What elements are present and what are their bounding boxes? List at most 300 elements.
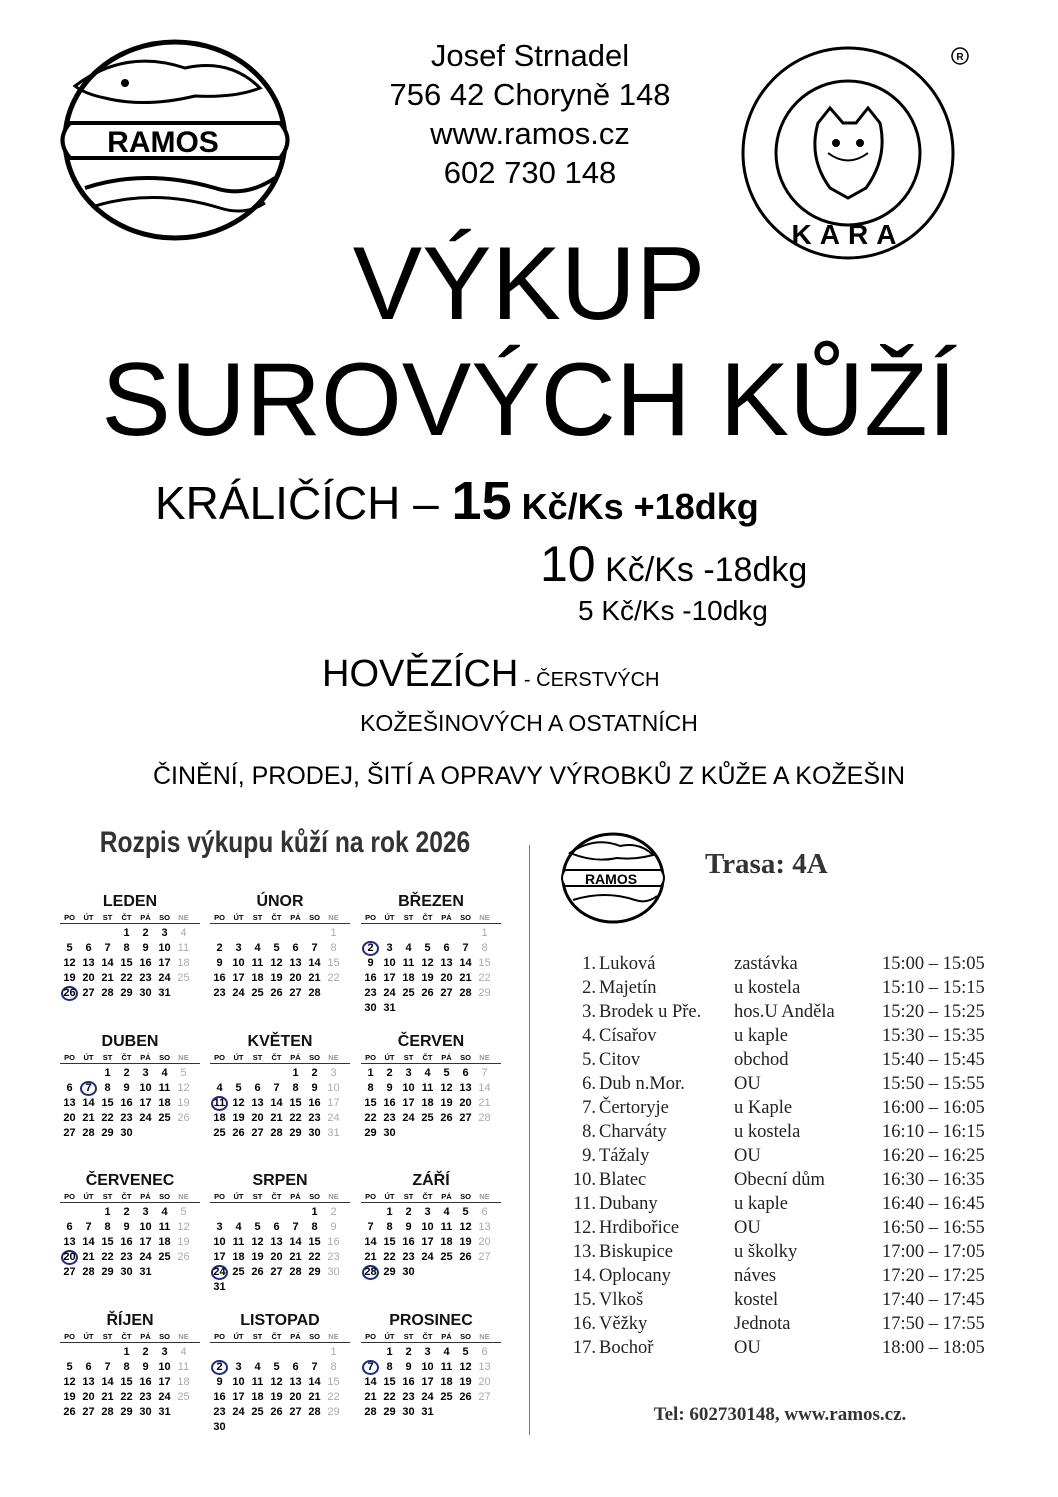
- weekday-label: ÚT: [233, 1332, 244, 1341]
- calendar-day: 9: [216, 1376, 223, 1388]
- calendar-month-name: ŘÍJEN: [106, 1312, 154, 1329]
- calendar-day: 29: [101, 1127, 114, 1139]
- calendar-day: 16: [327, 1236, 340, 1248]
- calendar-day: 15: [383, 1376, 396, 1388]
- calendar-day: 23: [139, 972, 152, 984]
- calendar-days: [361, 1345, 501, 1420]
- route-stop-place: Dubany: [599, 1194, 658, 1214]
- calendar-day: 9: [123, 1221, 130, 1233]
- calendar-day: 26: [459, 1251, 472, 1263]
- calendar-empty: [418, 926, 437, 941]
- calendar-day: 26: [251, 1266, 264, 1278]
- calendar-day: 8: [292, 1082, 299, 1094]
- weekday-label: NE: [479, 1332, 490, 1341]
- calendar-day: 4: [405, 942, 412, 954]
- calendar-day: 6: [85, 1361, 92, 1373]
- calendar-day: 30: [120, 1127, 133, 1139]
- calendar-day: 7: [462, 942, 469, 954]
- calendar-day: 2: [405, 1346, 412, 1358]
- price-rabbit-value: 15: [451, 471, 512, 531]
- calendar-weekday-header: [60, 1331, 200, 1343]
- weekday-label: PO: [365, 913, 376, 922]
- weekday-label: ÚT: [384, 1332, 395, 1341]
- weekday-label: NE: [178, 913, 189, 922]
- weekday-label: PO: [64, 1192, 75, 1201]
- price-medium-unit: Kč/Ks -18dkg: [595, 551, 808, 589]
- calendar-day: 30: [308, 1127, 321, 1139]
- route-stop-number: 16.: [572, 1314, 596, 1334]
- calendar-weekday-header: [60, 1191, 200, 1203]
- calendar-day: 7: [367, 1221, 374, 1233]
- calendar-day: 25: [251, 987, 264, 999]
- calendar-day: 10: [139, 1221, 152, 1233]
- calendar-empty: [79, 1066, 98, 1081]
- calendar-day: 15: [364, 1097, 377, 1109]
- calendar-day: 22: [327, 972, 340, 984]
- calendar-day: 4: [254, 942, 261, 954]
- calendar-day: 11: [440, 1361, 453, 1373]
- calendar-day: 13: [270, 1236, 283, 1248]
- weekday-label: PO: [365, 1192, 376, 1201]
- weekday-label: SO: [159, 1053, 170, 1062]
- calendar-day: 30: [402, 1406, 415, 1418]
- calendar-day: 6: [292, 942, 299, 954]
- calendar-empty: [210, 1345, 229, 1360]
- calendar-day: 4: [424, 1067, 431, 1079]
- price-rabbit-label: KRÁLIČÍCH –: [155, 477, 452, 529]
- weekday-label: PO: [365, 1053, 376, 1062]
- calendar-day: 28: [308, 987, 321, 999]
- calendar-day: 13: [478, 1221, 491, 1233]
- calendar-day: 29: [383, 1406, 396, 1418]
- calendar-day-purchase: 7: [362, 1360, 379, 1375]
- route-stop-place: Bochoř: [599, 1338, 654, 1358]
- calendar-days: [210, 1066, 350, 1141]
- calendar-day: 1: [123, 1346, 130, 1358]
- weekday-label: NE: [328, 1332, 339, 1341]
- calendar-day: 7: [104, 942, 111, 954]
- calendar-day: 4: [216, 1082, 223, 1094]
- weekday-label: NE: [479, 913, 490, 922]
- service-cattle-label: HOVĚZÍCH: [322, 653, 519, 695]
- route-stop-location: u školky: [734, 1242, 798, 1262]
- calendar-day: 12: [63, 957, 76, 969]
- calendar-day: 17: [139, 1097, 152, 1109]
- calendar-month: [361, 1172, 501, 1280]
- calendar-day: 15: [120, 957, 133, 969]
- calendar-day: 29: [120, 987, 133, 999]
- route-stop-location: obchod: [734, 1050, 789, 1070]
- calendar-day: 12: [270, 957, 283, 969]
- calendar-day: 31: [213, 1281, 226, 1293]
- calendar-month: [210, 1312, 350, 1435]
- route-stop-time: 15:20 – 15:25: [882, 1002, 985, 1022]
- weekday-label: ST: [403, 1332, 414, 1341]
- calendar-day: 18: [177, 1376, 190, 1388]
- calendar-day: 27: [63, 1127, 76, 1139]
- calendar-day: 25: [232, 1266, 245, 1278]
- ramos-logo: [45, 28, 310, 253]
- weekday-label: ÚT: [83, 1192, 94, 1201]
- calendar-day: 10: [158, 942, 171, 954]
- calendar-day: 7: [311, 1361, 318, 1373]
- calendar-day: 27: [289, 987, 302, 999]
- calendar-day: 15: [120, 1376, 133, 1388]
- route-stop-time: 17:40 – 17:45: [882, 1290, 985, 1310]
- calendar-day: 22: [383, 1391, 396, 1403]
- calendar-day: 4: [161, 1206, 168, 1218]
- calendar-day: 28: [270, 1127, 283, 1139]
- calendar-day: 16: [402, 1376, 415, 1388]
- price-rabbit-medium: [540, 535, 807, 593]
- calendar-day: 23: [402, 1391, 415, 1403]
- calendar-empty: [286, 1345, 305, 1360]
- service-cattle-note: - ČERSTVÝCH: [518, 669, 660, 691]
- weekday-label: ST: [252, 913, 263, 922]
- calendar-day: 10: [421, 1361, 434, 1373]
- calendar-month: [210, 1033, 350, 1141]
- calendar-day: 3: [386, 942, 393, 954]
- calendar-day: 23: [308, 1112, 321, 1124]
- calendar-empty: [210, 1066, 229, 1081]
- weekday-label: SO: [460, 1192, 471, 1201]
- calendar-day: 16: [139, 957, 152, 969]
- calendar-day: 3: [142, 1206, 149, 1218]
- weekday-label: PÁ: [140, 913, 151, 922]
- calendar-day: 23: [402, 1251, 415, 1263]
- calendar-empty: [60, 926, 79, 941]
- calendar-day: 16: [213, 1391, 226, 1403]
- calendar-day: 14: [308, 1376, 321, 1388]
- calendar-day: 4: [161, 1067, 168, 1079]
- headline-line2: SUROVÝCH KŮŽÍ: [101, 342, 957, 458]
- calendar-weekday-header: [361, 1052, 501, 1064]
- route-stop-number: 17.: [572, 1338, 596, 1358]
- route-stop-place: Charváty: [599, 1122, 667, 1142]
- weekday-label: SO: [159, 1192, 170, 1201]
- calendar-day: 10: [327, 1082, 340, 1094]
- calendar-day: 9: [367, 957, 374, 969]
- calendar-day: 4: [254, 1361, 261, 1373]
- calendar-day: 17: [421, 1236, 434, 1248]
- route-stop-location: u kaple: [734, 1026, 788, 1046]
- calendar-day: 31: [383, 1002, 396, 1014]
- calendar-day: 27: [289, 1406, 302, 1418]
- calendar-day: 21: [364, 1391, 377, 1403]
- calendar-day: 18: [232, 1251, 245, 1263]
- weekday-label: ČT: [271, 913, 282, 922]
- calendar-day: 6: [462, 1067, 469, 1079]
- calendar-day: 21: [308, 1391, 321, 1403]
- calendar-weekday-header: [60, 1052, 200, 1064]
- calendar-day: 1: [311, 1206, 318, 1218]
- weekday-label: PO: [214, 1332, 225, 1341]
- calendar-day: 6: [66, 1221, 73, 1233]
- weekday-label: ÚT: [384, 913, 395, 922]
- route-stop-number: 12.: [572, 1218, 596, 1238]
- weekday-label: ST: [252, 1192, 263, 1201]
- calendar-day: 19: [232, 1112, 245, 1124]
- calendar-day: 11: [251, 957, 264, 969]
- calendar-day: 1: [330, 1346, 337, 1358]
- calendar-day: 20: [82, 1391, 95, 1403]
- calendar-day: 3: [235, 1361, 242, 1373]
- calendar-day: 21: [101, 972, 114, 984]
- calendar-empty: [210, 926, 229, 941]
- calendar-day: 28: [289, 1266, 302, 1278]
- calendar-day: 23: [213, 1406, 226, 1418]
- calendar-day: 22: [478, 972, 491, 984]
- calendar-weekday-header: [210, 1052, 350, 1064]
- calendar-day: 11: [158, 1221, 171, 1233]
- calendar-month-name: ZÁŘÍ: [412, 1172, 450, 1189]
- calendar-day: 5: [424, 942, 431, 954]
- calendar-day: 14: [308, 957, 321, 969]
- calendar-day: 23: [139, 1391, 152, 1403]
- weekday-label: ST: [403, 913, 414, 922]
- calendar-day: 2: [142, 1346, 149, 1358]
- calendar-day: 18: [213, 1112, 226, 1124]
- calendar-day: 29: [101, 1266, 114, 1278]
- calendar-day: 8: [104, 1082, 111, 1094]
- weekday-label: ST: [102, 1332, 113, 1341]
- calendar-day: 6: [273, 1221, 280, 1233]
- route-stop-time: 15:40 – 15:45: [882, 1050, 985, 1070]
- calendar-day: 21: [270, 1112, 283, 1124]
- calendar-day: 4: [443, 1206, 450, 1218]
- calendar-day: 22: [383, 1251, 396, 1263]
- calendar-day: 8: [123, 1361, 130, 1373]
- calendar-day: 22: [101, 1251, 114, 1263]
- calendar-month: [361, 1312, 501, 1420]
- calendar-day: 3: [235, 942, 242, 954]
- weekday-label: NE: [328, 913, 339, 922]
- calendar-day: 18: [177, 957, 190, 969]
- weekday-label: SO: [309, 1332, 320, 1341]
- calendar-day: 11: [402, 957, 415, 969]
- weekday-label: PÁ: [441, 1192, 452, 1201]
- calendar-month: [210, 893, 350, 1001]
- calendar-empty: [98, 926, 117, 941]
- weekday-label: ÚT: [83, 913, 94, 922]
- calendar-day: 6: [66, 1082, 73, 1094]
- calendar-day: 13: [459, 1082, 472, 1094]
- calendar-day: 10: [232, 1376, 245, 1388]
- calendar-day: 31: [327, 1127, 340, 1139]
- calendar-day: 26: [270, 987, 283, 999]
- calendar-day: 19: [63, 1391, 76, 1403]
- weekday-label: PÁ: [290, 1192, 301, 1201]
- route-contact: Tel: 602730148, www.ramos.cz.: [653, 1404, 907, 1425]
- route-stop-number: 9.: [582, 1146, 596, 1166]
- calendar-empty: [60, 1345, 79, 1360]
- calendar-day: 30: [327, 1266, 340, 1278]
- calendar-empty: [267, 1066, 286, 1081]
- calendar-month: [361, 893, 501, 1016]
- calendar-day: 24: [232, 987, 245, 999]
- calendar-day: 9: [142, 942, 149, 954]
- route-stop-location: kostel: [734, 1290, 779, 1310]
- calendar-day: 29: [478, 987, 491, 999]
- headline-line1: VÝKUP: [352, 226, 706, 342]
- calendar-day: 11: [177, 942, 190, 954]
- calendar-empty: [305, 1345, 324, 1360]
- ramos-logo-text: RAMOS: [107, 126, 219, 159]
- calendar-day: 28: [364, 1406, 377, 1418]
- calendar-empty: [229, 926, 248, 941]
- route-stop-place: Oplocany: [599, 1266, 671, 1286]
- calendar-day-purchase: 24: [211, 1265, 228, 1280]
- weekday-label: PÁ: [290, 913, 301, 922]
- svg-text:R: R: [956, 52, 964, 63]
- calendar-day: 21: [289, 1251, 302, 1263]
- calendar-empty: [60, 1205, 79, 1220]
- route-stop-location: náves: [734, 1266, 777, 1286]
- calendar-day: 11: [232, 1236, 245, 1248]
- calendar-day: 23: [213, 987, 226, 999]
- calendar-day: 9: [405, 1361, 412, 1373]
- route-stop-time: 15:50 – 15:55: [882, 1074, 985, 1094]
- calendar-day: 14: [478, 1082, 491, 1094]
- calendar-day: 28: [308, 1406, 321, 1418]
- calendar-day: 27: [63, 1266, 76, 1278]
- calendar-day: 21: [101, 1391, 114, 1403]
- calendar-day: 8: [481, 942, 488, 954]
- calendar-day: 30: [402, 1266, 415, 1278]
- calendar-days: [361, 1205, 501, 1280]
- calendar-day: 16: [213, 972, 226, 984]
- route-stop-location: OU: [734, 1218, 761, 1238]
- calendar-day: 18: [440, 1236, 453, 1248]
- calendar-day: 8: [311, 1221, 318, 1233]
- calendar-day: 7: [292, 1221, 299, 1233]
- calendar-day: 8: [330, 1361, 337, 1373]
- calendar-day: 22: [308, 1251, 321, 1263]
- calendar-day: 14: [459, 957, 472, 969]
- calendar-day: 11: [421, 1082, 434, 1094]
- route-stop-location: u kostela: [734, 978, 801, 998]
- calendar-day: 9: [123, 1082, 130, 1094]
- weekday-label: ST: [252, 1332, 263, 1341]
- calendar-day: 1: [367, 1067, 374, 1079]
- calendar-day: 26: [270, 1406, 283, 1418]
- calendar-day: 2: [123, 1067, 130, 1079]
- kara-logo-text: KARA: [791, 219, 905, 250]
- route-stop-number: 8.: [582, 1122, 596, 1142]
- weekday-label: PO: [64, 913, 75, 922]
- route-stop-place: Brodek u Pře.: [599, 1002, 702, 1022]
- calendar-day: 17: [327, 1097, 340, 1109]
- weekday-label: SO: [460, 913, 471, 922]
- weekday-label: ČT: [271, 1053, 282, 1062]
- calendar-day: 2: [405, 1206, 412, 1218]
- calendar-empty: [399, 926, 418, 941]
- weekday-label: ČT: [121, 1053, 132, 1062]
- calendar-day: 2: [386, 1067, 393, 1079]
- calendar-day: 18: [421, 1097, 434, 1109]
- calendar-day: 30: [213, 1421, 226, 1433]
- calendar-day: 18: [440, 1376, 453, 1388]
- calendar-day: 22: [120, 1391, 133, 1403]
- weekday-label: NE: [178, 1332, 189, 1341]
- calendar-day: 10: [158, 1361, 171, 1373]
- route-stop-place: Vlkoš: [599, 1290, 644, 1310]
- calendar-day: 19: [459, 1236, 472, 1248]
- calendar-day: 8: [123, 942, 130, 954]
- calendar-day: 9: [330, 1221, 337, 1233]
- weekday-label: ÚT: [83, 1053, 94, 1062]
- calendar-day: 19: [270, 1391, 283, 1403]
- calendar-day: 27: [270, 1266, 283, 1278]
- route-stop-location: Jednota: [734, 1314, 791, 1334]
- calendar-day: 12: [251, 1236, 264, 1248]
- calendar-day: 23: [364, 987, 377, 999]
- route-stop-place: Citov: [599, 1050, 641, 1070]
- weekday-label: ÚT: [233, 1053, 244, 1062]
- calendar-day: 30: [364, 1002, 377, 1014]
- calendar-day: 31: [421, 1406, 434, 1418]
- weekday-label: PO: [64, 1332, 75, 1341]
- calendar-empty: [380, 926, 399, 941]
- calendar-day: 14: [364, 1376, 377, 1388]
- calendar-empty: [361, 1345, 380, 1360]
- calendar-day: 22: [289, 1112, 302, 1124]
- calendar-day: 19: [459, 1376, 472, 1388]
- calendar-title: Rozpis výkupu kůží na rok 2026: [99, 826, 471, 859]
- route-stop-time: 16:00 – 16:05: [882, 1098, 985, 1118]
- calendar-day: 5: [443, 1067, 450, 1079]
- calendar-day: 22: [327, 1391, 340, 1403]
- calendar-day: 15: [327, 1376, 340, 1388]
- calendar-day: 20: [63, 1112, 76, 1124]
- calendar-day: 21: [82, 1112, 95, 1124]
- route-stop-place: Věžky: [599, 1314, 648, 1334]
- calendar-day: 28: [101, 1406, 114, 1418]
- calendar-month-name: LISTOPAD: [240, 1312, 320, 1329]
- calendar-day: 14: [270, 1097, 283, 1109]
- calendar-day: 24: [139, 1112, 152, 1124]
- calendar-month: [60, 893, 200, 1001]
- calendar-empty: [361, 1205, 380, 1220]
- calendar-day: 13: [82, 1376, 95, 1388]
- route-stop-number: 1.: [582, 954, 596, 974]
- calendar-day: 17: [383, 972, 396, 984]
- calendar-day-purchase: 26: [61, 986, 78, 1001]
- calendar-day: 12: [459, 1221, 472, 1233]
- calendar-day-purchase: 2: [211, 1360, 228, 1375]
- calendar-day: 28: [82, 1127, 95, 1139]
- calendar-day: 24: [232, 1406, 245, 1418]
- weekday-label: ČT: [121, 1192, 132, 1201]
- route-stop-time: 18:00 – 18:05: [882, 1338, 985, 1358]
- weekday-label: ČT: [121, 913, 132, 922]
- contact-web[interactable]: www.ramos.cz: [430, 116, 630, 151]
- calendar-empty: [248, 1066, 267, 1081]
- calendar-month: [210, 1172, 350, 1295]
- calendar-day: 17: [402, 1097, 415, 1109]
- calendar-day: 16: [139, 1376, 152, 1388]
- calendar-day: 6: [292, 1361, 299, 1373]
- calendar-empty: [361, 926, 380, 941]
- calendar-month-name: KVĚTEN: [247, 1033, 313, 1050]
- calendar-empty: [229, 1066, 248, 1081]
- calendar-day: 4: [180, 1346, 187, 1358]
- contact-address: 756 42 Choryně 148: [389, 77, 671, 112]
- calendar-day: 8: [330, 942, 337, 954]
- calendar-day: 9: [142, 1361, 149, 1373]
- calendar-day: 5: [235, 1082, 242, 1094]
- calendar-day: 20: [478, 1376, 491, 1388]
